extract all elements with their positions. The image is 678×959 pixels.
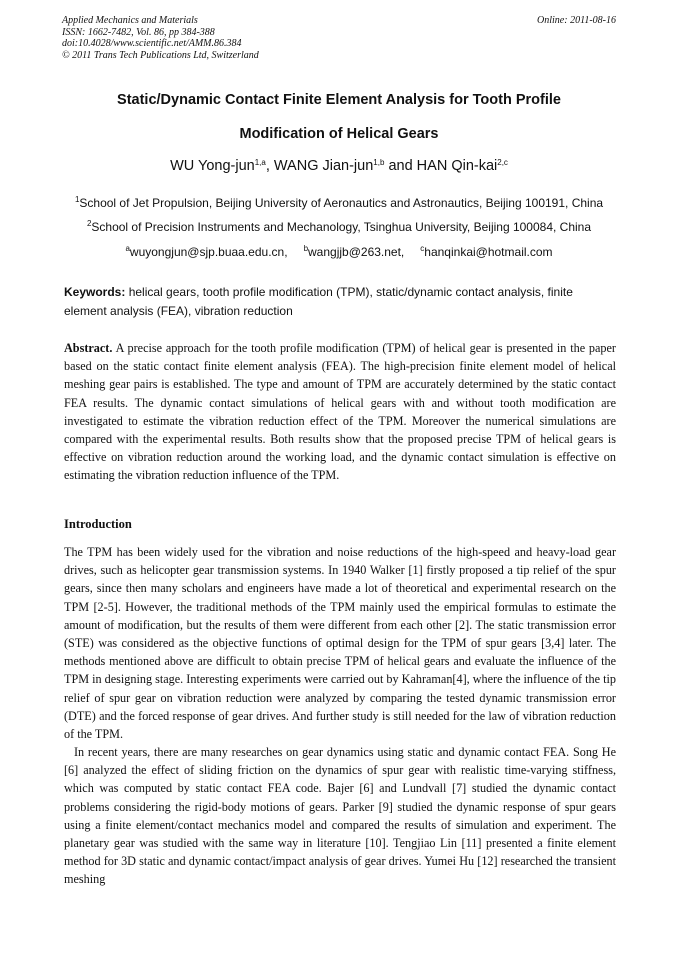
copyright-line: © 2011 Trans Tech Publications Ltd, Switzerland [62, 49, 259, 61]
affiliation-mark: 1 [74, 195, 80, 204]
journal-header [62, 15, 616, 61]
email-list [40, 245, 638, 259]
author-affiliation-mark: 1,a [254, 158, 266, 167]
author-affiliation-mark: 1,b [373, 158, 385, 167]
author-name: WANG Jian-jun [273, 158, 374, 174]
email-address: wuyongjun@sjp.buaa.edu.cn, [129, 245, 288, 259]
email-mark: c [420, 244, 425, 253]
email-address: hanqinkai@hotmail.com [424, 245, 553, 259]
affiliation-2 [40, 220, 638, 234]
keywords-block [64, 283, 616, 321]
keywords-text: helical gears, tooth profile modification (TPM), static/dynamic contact analysis, finite element analysis (FEA), vibration reduction [64, 285, 573, 318]
author-separator: , [265, 158, 274, 174]
online-date: Online: 2011-08-16 [537, 15, 616, 26]
paper-title-line-2: Modification of Helical Gears [239, 126, 439, 142]
author-name: HAN Qin-kai [416, 158, 498, 174]
affiliation-text: School of Precision Instruments and Mechanology, Tsinghua University, Beijing 100084, China [91, 220, 592, 234]
email-mark: a [125, 244, 130, 253]
abstract-text: A precise approach for the tooth profile modification (TPM) of helical gear is presented in the paper based on the static contact finite element analysis (FEA). The high-precision finite element model of helical meshing gear pairs is established. The type and amount of TPM are accurately determined by the static contact FEA results. The dynamic contact simulations of helical gears with and without tooth modification are investigated to estimate the vibration reduction effect of the TPM. Moreover the numerical simulations are compared with the experimental results. Both results show that the proposed precise TPM of helical gears is effective on vibration reduction around the working load, and the dynamic contact simulation is effective on estimating the vibration reduction influence of the TPM. [64, 341, 616, 483]
email-address: wangjjb@263.net, [308, 245, 405, 259]
abstract-block [64, 339, 616, 485]
introduction-paragraph-2: In recent years, there are many researches on gear dynamics using static and dynamic contact FEA. Song He [6] analyzed the effect of sliding friction on the dynamics of spur gear with realistic time-varying stiffness, which was computed by static contact FEA code. Bajer [6] and Lundvall [7] studied the dynamic contact problems considering the rigid-body motions of gears. Parker [9] studied the dynamic response of spur gears using a finite element/contact mechanics model and compared the results of simulation and experiment. The planetary gear was studied with the same way in literature [10]. Tengjiao Lin [11] presented a finite element method for 3D static and dynamic contact/impact analysis of gear drives. Yumei Hu [12] researched the transient meshing [64, 745, 616, 887]
section-heading-introduction: Introduction [64, 517, 132, 531]
email-mark: b [303, 244, 309, 253]
affiliation-mark: 2 [86, 219, 92, 228]
doi-line: doi:10.4028/www.scientific.net/AMM.86.384 [62, 38, 242, 49]
issn-line: ISSN: 1662-7482, Vol. 86, pp 384-388 [62, 26, 215, 38]
affiliation-1 [40, 196, 638, 210]
author-name: WU Yong-jun [170, 158, 255, 174]
author-separator: and [384, 158, 417, 174]
introduction-paragraph-1: The TPM has been widely used for the vibration and noise reductions of the high-speed and heavy-load gear drives, such as helicopter gear transmission systems. In 1940 Walker [1] firstly proposed a tip relief of the spur gears, since then many scholars and engineers have made a lot of theoretical and experimental research on the TPM [2-5]. However, the traditional methods of the TPM mainly used the empirical formulas to estimate the amount of modification, but the results of them were different from each other [2]. The static transmission error (STE) was considered as the objective functions of optimal design for the TPM of spur gears [3,4] later. The methods mentioned above are difficult to obtain precise TPM of helical gears and evaluate the influence of the TPM in designing stage. Interesting experiments were carried out by Kahraman[4], where the influence of the tip relief of spur gear on vibration reduction were analyzed by comparing the tested dynamic transmission error (DTE) and the forced response of gear drives. And further study is still needed for the law of vibration reduction of the TPM. [64, 545, 616, 742]
abstract-label: Abstract. [64, 341, 113, 355]
affiliation-text: School of Jet Propulsion, Beijing University of Aeronautics and Astronautics, Beijing 100191, China [79, 196, 604, 210]
journal-name: Applied Mechanics and Materials [62, 15, 198, 26]
paper-title-line-1: Static/Dynamic Contact Finite Element Analysis for Tooth Profile [117, 92, 561, 108]
author-list [40, 158, 638, 174]
keywords-label: Keywords: [64, 285, 126, 299]
author-affiliation-mark: 2,c [497, 158, 508, 167]
